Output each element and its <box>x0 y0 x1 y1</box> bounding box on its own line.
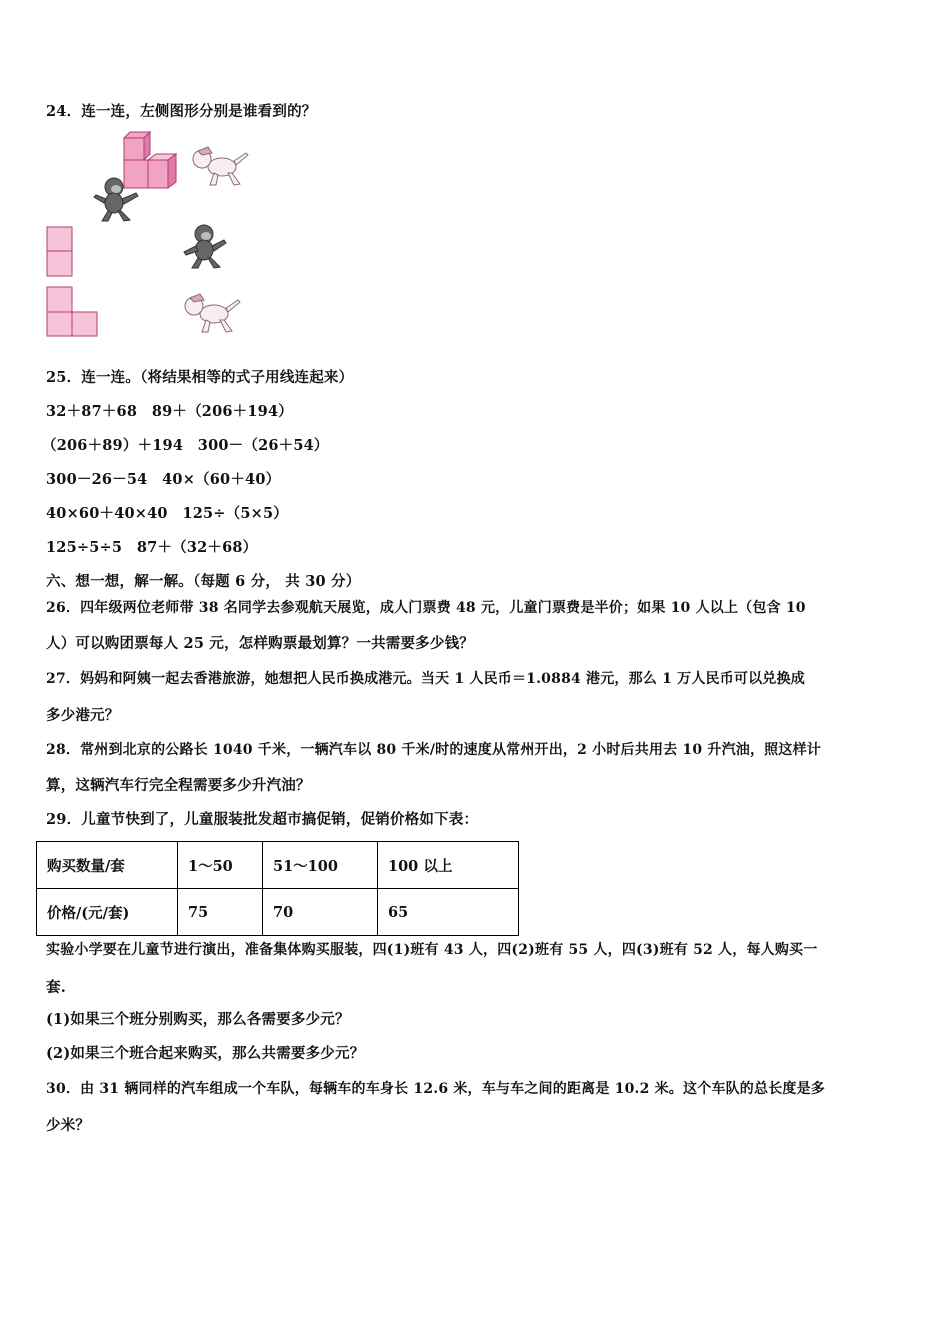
table-cell: 100 以上 <box>378 842 519 889</box>
table-cell: 70 <box>263 889 378 936</box>
q25-expression-row: 300－26－54 40×（60＋40） <box>46 471 281 488</box>
q30-line-1: 30．由 31 辆同样的汽车组成一个车队，每辆车的车身长 12.6 米，车与车之间的距离是 10.2 米。这个车队的总长度是多 <box>46 1081 826 1097</box>
q25-expression-row: 40×60＋40×40 125÷（5×5） <box>46 505 288 522</box>
q25-expression-row: （206＋89）＋194 300－（26＋54） <box>42 437 329 454</box>
q29-line-1: 实验小学要在儿童节进行演出，准备集体购买服装，四(1)班有 43 人，四(2)班有 55 人，四(3)班有 52 人，每人购买一 <box>46 942 818 958</box>
table-row <box>37 889 519 936</box>
dog-icon <box>180 292 242 336</box>
table-cell: 75 <box>178 889 263 936</box>
q27-line-1: 27．妈妈和阿姨一起去香港旅游，她想把人民币换成港元。当天 1 人民币＝1.0884 港元，那么 1 万人民币可以兑换成 <box>46 671 805 687</box>
section-six-heading: 六、想一想，解一解。（每题 6 分， 共 30 分） <box>46 573 361 590</box>
q29-title: 29．儿童节快到了，儿童服装批发超市搞促销，促销价格如下表： <box>46 811 479 828</box>
q24-title: 24．连一连，左侧图形分别是谁看到的？ <box>46 103 317 120</box>
q25-expression-row: 32＋87＋68 89＋（206＋194） <box>46 403 293 420</box>
q27-line-2: 多少港元？ <box>46 707 120 724</box>
vertical-squares-figure <box>46 226 74 278</box>
dog-icon <box>188 145 250 189</box>
q28-line-1: 28．常州到北京的公路长 1040 千米，一辆汽车以 80 千米/时的速度从常州开出，2 小时后共用去 10 升汽油，照这样计 <box>46 742 821 758</box>
q30-line-2: 少米？ <box>46 1117 91 1134</box>
q28-line-2: 算，这辆汽车行完全程需要多少升汽油？ <box>46 777 311 794</box>
table-cell: 1～50 <box>178 842 263 889</box>
table-row <box>37 842 519 889</box>
q25-expression-row: 125÷5÷5 87＋（32＋68） <box>46 539 258 556</box>
price-table <box>36 841 519 936</box>
q29-sub-question-1: (1)如果三个班分别购买，那么各需要多少元？ <box>46 1011 350 1028</box>
table-cell: 价格/(元/套) <box>37 889 178 936</box>
q29-line-2: 套. <box>46 979 66 996</box>
q29-sub-question-2: (2)如果三个班合起来购买，那么共需要多少元？ <box>46 1045 365 1062</box>
table-cell: 51～100 <box>263 842 378 889</box>
table-cell: 购买数量/套 <box>37 842 178 889</box>
monkey-icon <box>180 222 230 270</box>
l-shape-squares-figure <box>46 286 100 338</box>
q25-title: 25．连一连。（将结果相等的式子用线连起来） <box>46 369 354 386</box>
table-cell: 65 <box>378 889 519 936</box>
q26-line-1: 26．四年级两位老师带 38 名同学去参观航天展览，成人门票费 48 元，儿童门票费是半价；如果 10 人以上（包含 10 <box>46 600 806 616</box>
q26-line-2: 人）可以购团票每人 25 元，怎样购票最划算？一共需要多少钱？ <box>46 635 474 652</box>
monkey-icon <box>92 175 142 223</box>
